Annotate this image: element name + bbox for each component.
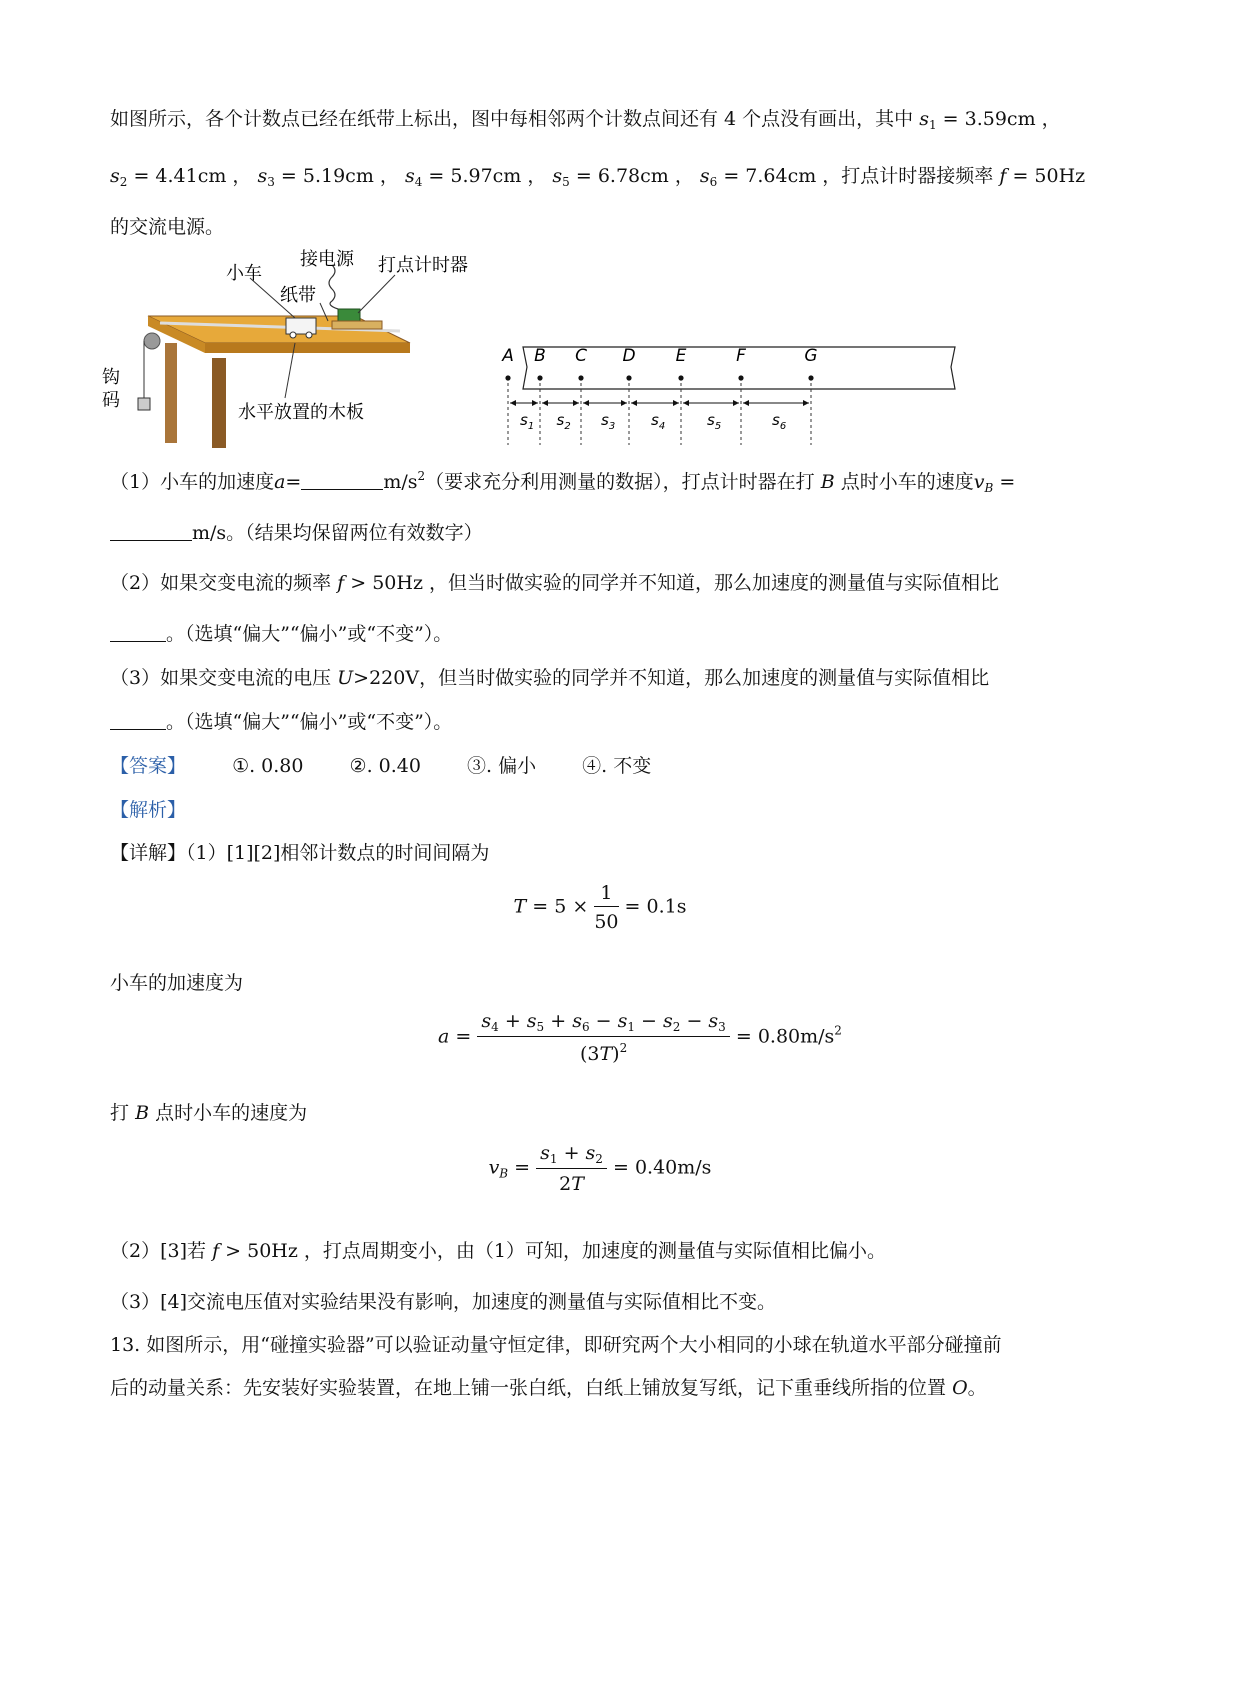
table-leg-right (212, 358, 226, 448)
cart-wheel (306, 332, 312, 338)
detail-line-3: 打 B 点时小车的速度为 (110, 1102, 308, 1124)
tape-figure (502, 345, 960, 447)
question-1-line-2: m/s。（结果均保留两位有效数字） (110, 518, 483, 545)
intro-line-1: 如图所示，各个计数点已经在纸带上标出，图中每相邻两个计数点间还有 4 个点没有画出，其中 $s_1 = 3.59cm$ ， (110, 108, 1061, 132)
leader-timer (358, 275, 395, 313)
answer-item: ③. 偏小 (467, 755, 537, 777)
board-edge (205, 343, 410, 353)
label-timer: 打点计时器 (378, 255, 468, 276)
label-board: 水平放置的木板 (238, 402, 364, 423)
tape-point-label: D (622, 346, 636, 366)
label-car: 小车 (226, 263, 262, 284)
arrow-head (532, 400, 538, 406)
tape-point-label: A (502, 346, 514, 366)
arrow-head (542, 400, 548, 406)
label-power: 接电源 (300, 249, 354, 270)
arrow-head (510, 400, 516, 406)
arrow-head (573, 400, 579, 406)
equation-acceleration: a = $\frac{s_4 + s_5 + s_6 - s_1 - s_2 - s_3}{(3T)^2}$ = $0.80m/s^2$ (438, 1010, 842, 1065)
apparatus-figure (100, 243, 480, 453)
arrow-head (583, 400, 589, 406)
intro-line-2: $s_2 = 4.41cm$ ， $s_3 = 5.19cm$ ， $s_4 = 5.97cm$ ， $s_5 = 6.78cm$ ， $s_6 = 7.64cm$ ，打点计时器接频率 f = 50Hz (110, 165, 1086, 189)
question-2-line-2: 。（选填“偏大”“偏小”或“不变”）。 (110, 619, 452, 646)
detail-line-5: （3）[4]交流电压值对实验结果没有影响，加速度的测量值与实际值相比不变。 (110, 1291, 777, 1313)
hook-weight (138, 398, 150, 410)
equation-velocity: $v_B$ = $\frac{s_1 + s_2}{2T}$ = 0.40m/s (488, 1142, 712, 1195)
tape-dot (505, 375, 510, 380)
equation-period: T = 5 × $\frac{1}{50}$ = 0.1s (513, 882, 687, 933)
tape-dot (537, 375, 542, 380)
detail-line-2: 小车的加速度为 (110, 972, 244, 994)
analysis-tag: 【解析】 (110, 799, 187, 821)
detail-line-1: 【详解】（1）[1][2]相邻计数点的时间间隔为 (110, 842, 490, 864)
tape-point-label: G (804, 346, 818, 366)
question-3-line-1: （3）如果交变电流的电压 U>220V，但当时做实验的同学并不知道，那么加速度的测量值与实际值相比 (110, 667, 990, 689)
interval-label: $s_6$ (772, 411, 787, 432)
tape-dot (626, 375, 631, 380)
question-13-line-1: 13. 如图所示，用“碰撞实验器”可以验证动量守恒定律，即研究两个大小相同的小球在轨道水平部分碰撞前 (110, 1334, 1002, 1356)
answer-item: ①. 0.80 (232, 755, 304, 777)
pulley (144, 333, 160, 349)
answer-blank-2[interactable] (110, 522, 192, 541)
tape-point-label: C (575, 346, 587, 366)
answer-line (110, 751, 651, 778)
interval-label: $s_1$ (520, 411, 535, 432)
answer-blank-4[interactable] (110, 711, 166, 730)
table-leg-left (165, 343, 177, 443)
label-hook-1: 钩 (102, 367, 120, 388)
interval-label: $s_2$ (556, 411, 571, 432)
label-tape: 纸带 (280, 285, 316, 306)
interval-label: $s_3$ (601, 411, 616, 432)
tape-point-label: F (736, 346, 746, 366)
tape-point-label: B (534, 346, 546, 366)
arrow-head (733, 400, 739, 406)
label-hook-2: 码 (102, 390, 120, 411)
interval-label: $s_5$ (707, 411, 722, 432)
tape-dot (678, 375, 683, 380)
answer-blank-1[interactable] (301, 471, 383, 490)
interval-label: $s_4$ (651, 411, 666, 432)
cart (286, 318, 316, 334)
arrow-head (803, 400, 809, 406)
arrow-head (673, 400, 679, 406)
question-3-line-2: 。（选填“偏大”“偏小”或“不变”）。 (110, 707, 452, 734)
arrow-head (631, 400, 637, 406)
tape-point-label: E (675, 346, 687, 366)
tape-dot (738, 375, 743, 380)
question-1-line-1: （1）小车的加速度$a= m/s^2$（要求充分利用测量的数据），打点计时器在打 B 点时小车的速度$v_B$ = (110, 469, 1016, 495)
arrow-head (621, 400, 627, 406)
tape-dot (578, 375, 583, 380)
answer-item: ④. 不变 (582, 755, 652, 777)
arrow-head (683, 400, 689, 406)
timer-base (332, 321, 382, 329)
detail-line-4: （2）[3]若 f > 50Hz ，打点周期变小，由（1）可知，加速度的测量值与实际值相比偏小。 (110, 1240, 887, 1262)
arrow-head (743, 400, 749, 406)
answer-blank-3[interactable] (110, 623, 166, 642)
answer-item: ②. 0.40 (349, 755, 421, 777)
question-13-line-2: 后的动量关系：先安装好实验装置，在地上铺一张白纸，白纸上铺放复写纸，记下重垂线所指的位置 O。 (110, 1377, 987, 1399)
answer-tag: 【答案】 (110, 755, 187, 777)
intro-line-3: 的交流电源。 (110, 216, 225, 238)
cart-wheel (290, 332, 296, 338)
tape-dot (808, 375, 813, 380)
question-2-line-1: （2）如果交变电流的频率 f > 50Hz ，但当时做实验的同学并不知道，那么加速度的测量值与实际值相比 (110, 572, 999, 594)
power-cord (329, 265, 338, 309)
